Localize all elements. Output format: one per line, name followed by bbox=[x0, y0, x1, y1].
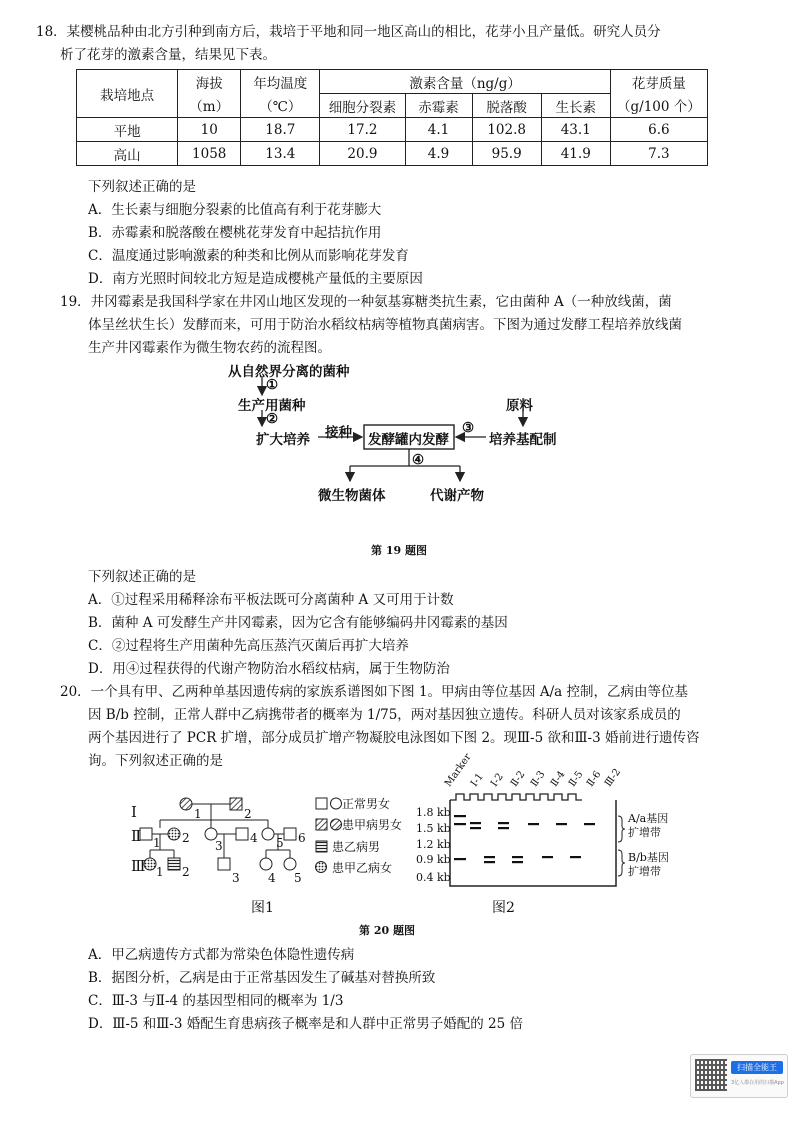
table-header-hormone: 激素含量（ng/g） bbox=[320, 70, 610, 94]
scanner-app-name: 扫描全能王 bbox=[731, 1061, 783, 1074]
svg-text:1: 1 bbox=[194, 807, 202, 821]
gel-band-a-label-2: 扩增带 bbox=[628, 826, 661, 839]
table-cell: 1058 bbox=[178, 142, 241, 166]
legend-disease-a: 患甲病男女 bbox=[342, 818, 403, 832]
q19-text-line3: 生产井冈霉素作为微生物农药的流程图。 bbox=[88, 340, 331, 356]
flow-microbial-cells: 微生物菌体 bbox=[318, 488, 386, 504]
q19-option-d[interactable]: D．用④过程获得的代谢产物防治水稻纹枯病，属于生物防治 bbox=[88, 661, 450, 677]
fermentation-flowchart bbox=[0, 0, 800, 560]
q18-option-b[interactable]: B．赤霉素和脱落酸在樱桃花芽发育中起拮抗作用 bbox=[88, 225, 382, 241]
flow-inoculate: 接种 bbox=[325, 425, 352, 441]
table-cell: 18.7 bbox=[241, 118, 320, 142]
svg-text:6: 6 bbox=[298, 831, 306, 845]
gel-lane-label: Ⅱ-2 bbox=[508, 769, 528, 789]
generation-label-3: Ⅲ bbox=[131, 857, 146, 875]
q19-text-line1: 19．井冈霉素是我国科学家在井冈山地区发现的一种氨基寡糖类抗生素，它由菌种 A（一种放线菌，菌 bbox=[60, 294, 672, 310]
q20-text-line4: 询。下列叙述正确的是 bbox=[88, 753, 223, 769]
legend-disease-b-male: 患乙病男 bbox=[332, 840, 381, 854]
gel-band-b-label-2: 扩增带 bbox=[628, 865, 661, 878]
flow-raw-material: 原料 bbox=[506, 398, 533, 414]
table-header-site: 栽培地点 bbox=[77, 70, 178, 118]
q19-text-line2: 体呈丝状生长）发酵而来，可用于防治水稻纹枯病等植物真菌病害。下图为通过发酵工程培养放线菌 bbox=[88, 317, 682, 333]
flow-medium-prep: 培养基配制 bbox=[489, 432, 557, 448]
svg-text:3: 3 bbox=[215, 839, 223, 853]
table-cell: 4.1 bbox=[405, 118, 472, 142]
figure-2-label: 图2 bbox=[492, 900, 515, 916]
gel-lane-label: Ⅰ-1 bbox=[468, 771, 486, 789]
table-cell: 20.9 bbox=[320, 142, 405, 166]
q19-option-c[interactable]: C．②过程将生产用菌种先高压蒸汽灭菌后再扩大培养 bbox=[88, 638, 409, 654]
gel-size-label: 1.8 kb bbox=[416, 806, 451, 819]
q18-stem: 下列叙述正确的是 bbox=[88, 179, 196, 195]
svg-text:2: 2 bbox=[244, 807, 252, 821]
table-cell: 43.1 bbox=[541, 118, 610, 142]
q20-option-a[interactable]: A．甲乙病遗传方式都为常染色体隐性遗传病 bbox=[88, 947, 355, 963]
table-header-temperature-unit: （℃） bbox=[241, 94, 320, 118]
svg-text:3: 3 bbox=[232, 871, 240, 885]
table-cell: 高山 bbox=[77, 142, 178, 166]
gel-lane-label: Ⅱ-4 bbox=[548, 769, 568, 789]
table-subheader: 脱落酸 bbox=[472, 94, 541, 118]
scanner-app-slogan: 3亿人都在用的扫描App bbox=[731, 1080, 784, 1086]
generation-label-2: Ⅱ bbox=[131, 827, 142, 845]
table-cell: 6.6 bbox=[610, 118, 707, 142]
table-header-bud-mass-unit: （g/100 个） bbox=[610, 94, 707, 118]
flow-production-strain: 生产用菌种 bbox=[238, 398, 306, 414]
legend-both-female: 患甲乙病女 bbox=[332, 861, 393, 875]
gel-lane-label: Ⅱ-5 bbox=[566, 769, 586, 789]
q18-option-c[interactable]: C．温度通过影响激素的种类和比例从而影响花芽发育 bbox=[88, 248, 409, 264]
figure-1-label: 图1 bbox=[251, 900, 274, 916]
flow-step-2: ② bbox=[266, 411, 279, 427]
table-cell: 平地 bbox=[77, 118, 178, 142]
gel-band-a-label: A/a基因 bbox=[628, 812, 669, 825]
gel-lane-label: Ⅱ-6 bbox=[584, 769, 604, 789]
table-header-altitude-unit: （m） bbox=[178, 94, 241, 118]
table-header-altitude: 海拔 bbox=[178, 70, 241, 94]
gel-lane-label: Ⅰ-2 bbox=[488, 771, 506, 789]
q18-text-line1: 18．某樱桃品种由北方引种到南方后，栽培于平地和同一地区高山的相比，花芽小且产量低。研究人员分 bbox=[36, 24, 661, 40]
table-cell: 102.8 bbox=[472, 118, 541, 142]
gel-lane-label: Ⅱ-3 bbox=[528, 769, 548, 789]
table-header-temperature: 年均温度 bbox=[241, 70, 320, 94]
table-subheader: 生长素 bbox=[541, 94, 610, 118]
q20-option-b[interactable]: B．据图分析，乙病是由于正常基因发生了碱基对替换所致 bbox=[88, 970, 436, 986]
q20-text-line3: 两个基因进行了 PCR 扩增，部分成员扩增产物凝胶电泳图如下图 2。现Ⅲ-5 欲和Ⅲ-3 婚前进行遗传咨 bbox=[88, 730, 700, 746]
q20-text-line1: 20．一个具有甲、乙两种单基因遗传病的家族系谱图如下图 1。甲病由等位基因 A/a 控制，乙病由等位基 bbox=[60, 684, 688, 700]
gel-size-label: 1.2 kb bbox=[416, 838, 451, 851]
flow-metabolites: 代谢产物 bbox=[430, 488, 484, 504]
flow-source-strain: 从自然界分离的菌种 bbox=[228, 364, 350, 380]
svg-text:2: 2 bbox=[182, 865, 190, 879]
q18-option-a[interactable]: A．生长素与细胞分裂素的比值高有利于花芽膨大 bbox=[88, 202, 382, 218]
gel-lane-marker: Marker bbox=[442, 751, 474, 789]
table-subheader: 细胞分裂素 bbox=[320, 94, 405, 118]
legend-normal: 正常男女 bbox=[342, 797, 391, 811]
gel-size-label: 0.4 kb bbox=[416, 871, 451, 884]
table-cell: 41.9 bbox=[541, 142, 610, 166]
gel-lane-label: Ⅲ-2 bbox=[602, 766, 624, 789]
flow-step-4: ④ bbox=[412, 452, 425, 468]
flow-step-3: ③ bbox=[462, 420, 475, 436]
qr-code-icon bbox=[695, 1059, 727, 1091]
svg-text:1: 1 bbox=[153, 836, 161, 850]
table-cell: 10 bbox=[178, 118, 241, 142]
table-cell: 17.2 bbox=[320, 118, 405, 142]
q19-figure-caption: 第 19 题图 bbox=[371, 544, 427, 557]
gel-band-b-label: B/b基因 bbox=[628, 851, 669, 864]
q18-option-d[interactable]: D．南方光照时间较北方短是造成樱桃产量低的主要原因 bbox=[88, 271, 423, 287]
table-cell: 13.4 bbox=[241, 142, 320, 166]
table-cell: 4.9 bbox=[405, 142, 472, 166]
table-header-bud-mass: 花芽质量 bbox=[610, 70, 707, 94]
svg-text:1: 1 bbox=[156, 865, 164, 879]
gel-size-label: 1.5 kb bbox=[416, 822, 451, 835]
svg-text:4: 4 bbox=[268, 871, 276, 885]
svg-text:5: 5 bbox=[294, 871, 302, 885]
q19-option-b[interactable]: B．菌种 A 可发酵生产井冈霉素，因为它含有能够编码井冈霉素的基因 bbox=[88, 615, 508, 631]
gel-size-label: 0.9 kb bbox=[416, 853, 451, 866]
generation-label-1: Ⅰ bbox=[131, 803, 137, 821]
q20-option-d[interactable]: D．Ⅲ-5 和Ⅲ-3 婚配生育患病孩子概率是和人群中正常男子婚配的 25 倍 bbox=[88, 1016, 524, 1032]
table-subheader: 赤霉素 bbox=[405, 94, 472, 118]
svg-text:5: 5 bbox=[276, 836, 284, 850]
flow-step-1: ① bbox=[266, 377, 279, 393]
table-cell: 7.3 bbox=[610, 142, 707, 166]
flow-expand-culture: 扩大培养 bbox=[256, 432, 310, 448]
q20-option-c[interactable]: C．Ⅲ-3 与Ⅱ-4 的基因型相同的概率为 1/3 bbox=[88, 993, 344, 1009]
q19-stem: 下列叙述正确的是 bbox=[88, 569, 196, 585]
svg-text:2: 2 bbox=[182, 831, 190, 845]
q20-figure-caption: 第 20 题图 bbox=[359, 924, 415, 937]
flow-fermenter: 发酵罐内发酵 bbox=[368, 432, 449, 448]
q20-text-line2: 因 B/b 控制，正常人群中乙病携带者的概率为 1/75，两对基因独立遗传。科研人员对该家系成员的 bbox=[88, 707, 681, 723]
q19-option-a[interactable]: A．①过程采用稀释涂布平板法既可分离菌种 A 又可用于计数 bbox=[88, 592, 454, 608]
svg-text:4: 4 bbox=[250, 831, 258, 845]
q18-text-line2: 析了花芽的激素含量，结果见下表。 bbox=[60, 47, 276, 63]
table-cell: 95.9 bbox=[472, 142, 541, 166]
scanner-watermark bbox=[690, 1054, 788, 1098]
gel-electrophoresis bbox=[446, 790, 626, 890]
